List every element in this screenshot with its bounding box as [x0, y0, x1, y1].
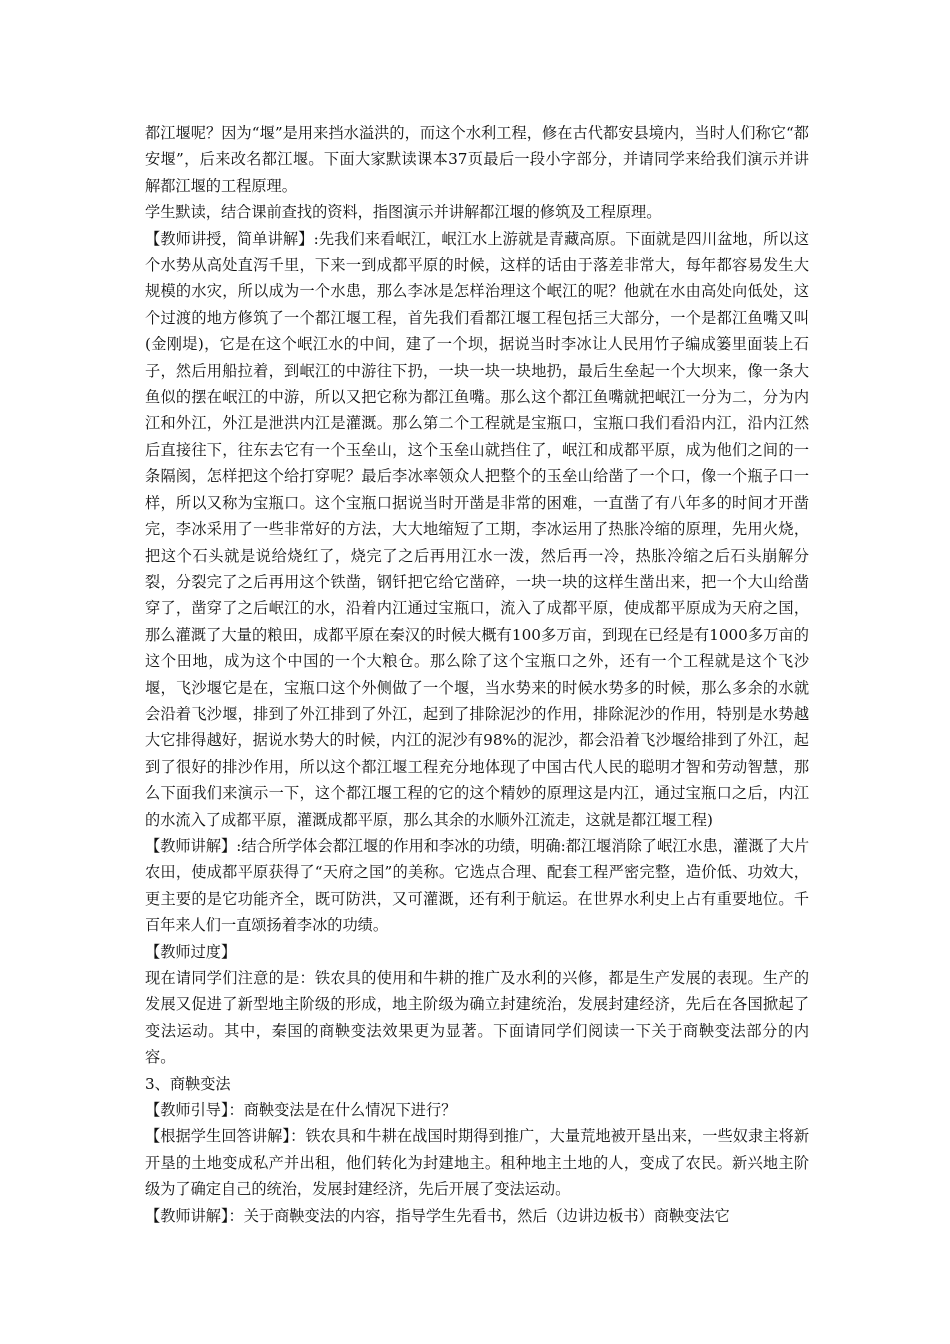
paragraph-text: 学生默读，结合课前查找的资料，指图演示并讲解都江堰的修筑及工程原理。 — [145, 203, 662, 222]
paragraph-label: 【根据学生回答讲解】 — [145, 1127, 291, 1146]
paragraph-2 — [145, 199, 809, 225]
paragraph-text: 3、商鞅变法 — [145, 1074, 231, 1093]
paragraph-3 — [145, 226, 809, 833]
paragraph-6 — [145, 965, 809, 1071]
paragraph-text: 都江堰呢？因为“堰”是用来挡水溢洪的，而这个水利工程，修在古代都安县境内，当时人们称它“都安堰”，后来改名都江堰。下面大家默读课本37页最后一段小字部分，并请同学来给我们演示并讲解都江堰的工程原理。 — [145, 124, 809, 195]
paragraph-label: 【教师引导】 — [145, 1101, 229, 1120]
paragraph-text: ：商鞅变法是在什么情况下进行？ — [228, 1101, 457, 1120]
paragraph-label: 【教师讲解】 — [145, 1206, 229, 1225]
document-body — [145, 120, 809, 1229]
paragraph-text: 现在请同学们注意的是：铁农具的使用和牛耕的推广及水利的兴修，都是生产发展的表现。生产的发展又促进了新型地主阶级的形成，地主阶级为确立封建统治，发展封建经济，先后在各国掀起了变法运动。其中，秦国的商鞅变法效果更为显著。下面请同学们阅读一下关于商鞅变法部分的内容。 — [145, 969, 809, 1067]
paragraph-9 — [145, 1123, 809, 1202]
paragraph-label: 【教师过度】 — [145, 942, 237, 961]
paragraph-1 — [145, 120, 809, 199]
section-heading — [145, 1071, 809, 1097]
paragraph-5 — [145, 939, 809, 965]
paragraph-4 — [145, 833, 809, 939]
paragraph-text: ：关于商鞅变法的内容，指导学生先看书，然后（边讲边板书）商鞅变法它 — [228, 1206, 730, 1225]
paragraph-10 — [145, 1203, 809, 1229]
paragraph-text: :结合所学体会都江堰的作用和李冰的功绩，明确:都江堰消除了岷江水患，灌溉了大片农田，使成都平原获得了“天府之国”的美称。它选点合理、配套工程严密完整，造价低、功效大，更主要的是它功能齐全，既可防洪，又可灌溉，还有利于航运。在世界水利史上占有重要地位。千百年来人们一直颂扬着李冰的功绩。 — [145, 836, 810, 935]
paragraph-text: ：铁农具和牛耕在战国时期得到推广，大量荒地被开垦出来，一些奴隶主将新开垦的土地变成私产并出租，他们转化为封建地主。租种地主土地的人，变成了农民。新兴地主阶级为了确定自己的统治，发展封建经济，先后开展了变法运动。 — [145, 1127, 810, 1199]
paragraph-label: 【教师讲授，简单讲解】 — [145, 229, 314, 248]
paragraph-text: :先我们来看岷江，岷江水上游就是青藏高原。下面就是四川盆地，所以这个水势从高处直泻千里，下来一到成都平原的时候，这样的话由于落差非常大，每年都容易发生大规模的水灾，所以成为一个水患，那么李冰是怎样治理这个岷江的呢？他就在水由高处向低处，这个过渡的地方修筑了一个都江堰工程，首先我们看都江堰工程包括三大部分，一个是都江鱼嘴又叫(金刚堤)，它是在这个岷江水的中间，建了一个坝，据说当时李冰让人民用竹子编成篓里面装上石子，然后用船拉着，到岷江的中游往下扔，一块一块一块地扔，最后生垒起一个大坝来，像一条大鱼似的摆在岷江的中游，所以又把它称为都江鱼嘴。那么这个都江鱼嘴就把岷江一分为二，分为内江和外江，外江是泄洪内江是灌溉。那么第二个工程就是宝瓶口，宝瓶口我们看沿内江，沿内江然后直接往下，往东去它有一个玉垒山，这个玉垒山就挡住了，岷江和成都平原，成为他们之间的一条隔阂，怎样把这个给打穿呢？最后李冰率领众人把整个的玉垒山给凿了一个口，像一个瓶子口一样，所以又称为宝瓶口。这个宝瓶口据说当时开凿是非常的困难，一直凿了有八年多的时间才开凿完，李冰采用了一些非常好的方法，大大地缩短了工期，李冰运用了热胀冷缩的原理，先用火烧，把这个石头就是说给烧红了，烧完了之后再用江水一泼，然后再一冷，热胀冷缩之后石头崩解分裂，分裂完了之后再用这个铁凿，钢钎把它给它凿碎，一块一块的这样生凿出来，把一个大山给凿穿了，凿穿了之后岷江的水，沿着内江通过宝瓶口，流入了成都平原，使成都平原成为天府之国，那么灌溉了大量的粮田，成都平原在秦汉的时候大概有100多万亩，到现在已经是有1000多万亩的这个田地，成为这个中国的一个大粮仓。那么除了这个宝瓶口之外，还有一个工程就是这个飞沙堰，飞沙堰它是在，宝瓶口这个外侧做了一个堰，当水势来的时候水势多的时候，那么多余的水就会沿着飞沙堰，排到了外江排到了外江，起到了排除泥沙的作用，排除泥沙的作用，特别是水势越大它排得越好，据说水势大的时候，内江的泥沙有98%的泥沙，都会沿着飞沙堰给排到了外江，起到了很好的排沙作用，所以这个都江堰工程充分地体现了中国古代人民的聪明才智和劳动智慧，那么下面我们来演示一下，这个都江堰工程的它的这个精妙的原理这是内江，通过宝瓶口之后，内江的水流入了成都平原，灌溉成都平原，那么其余的水顺外江流走，这就是都江堰工程) — [145, 229, 810, 829]
paragraph-label: 【教师讲解】 — [145, 836, 237, 855]
paragraph-8 — [145, 1097, 809, 1123]
